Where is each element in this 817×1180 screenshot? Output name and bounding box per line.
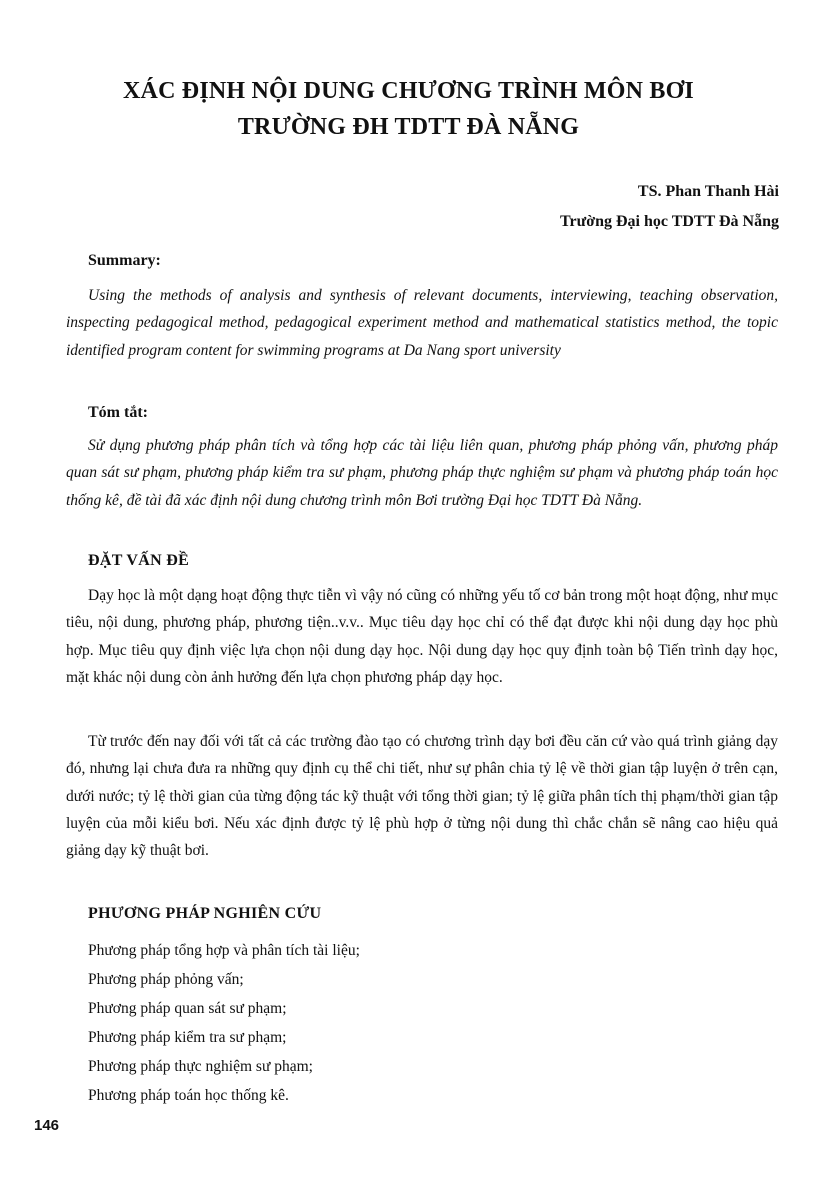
methods-list bbox=[88, 936, 360, 1110]
section-heading-phuong-phap: PHƯƠNG PHÁP NGHIÊN CỨU bbox=[88, 905, 322, 922]
section-heading-dat-van-de: ĐẶT VẤN ĐỀ bbox=[88, 552, 190, 569]
section1-paragraph-2: Từ trước đến nay đối với tất cả các trường đào tạo có chương trình dạy bơi đều căn cứ vào quá trình giảng dạy đó, nhưng lại chưa đưa ra những quy định cụ thể chi tiết, như sự phân chia tỷ lệ về thời gian tập luyện ở trên cạn, dưới nước; tỷ lệ thời gian của từng động tác kỹ thuật với tổng thời gian; tỷ lệ giữa phân tích thị phạm/thời gian tập luyện của mỗi kiểu bơi. Nếu xác định được tỷ lệ phù hợp ở từng nội dung thì chắc chắn sẽ nâng cao hiệu quả giảng dạy kỹ thuật bơi. bbox=[66, 733, 778, 860]
list-item: Phương pháp thực nghiệm sư phạm; bbox=[88, 1058, 313, 1075]
list-item: Phương pháp quan sát sư phạm; bbox=[88, 1000, 287, 1017]
summary-heading: Summary: bbox=[88, 252, 161, 269]
title-line-2: TRƯỜNG ĐH TDTT ĐÀ NẴNG bbox=[237, 114, 580, 140]
section1-paragraph-1: Dạy học là một dạng hoạt động thực tiễn vì vậy nó cũng có những yếu tố cơ bản trong một hoạt động, như mục tiêu, nội dung, phương pháp, phương tiện..v.v.. Mục tiêu dạy học chỉ có thể đạt được khi nội dung dạy học phù hợp. Mục tiêu quy định việc lựa chọn nội dung dạy học. Nội dung dạy học quy định toàn bộ Tiến trình dạy học, mặt khác nội dung còn ảnh hưởng đến lựa chọn phương pháp dạy học. bbox=[66, 587, 778, 686]
list-item: Phương pháp toán học thống kê. bbox=[88, 1087, 289, 1104]
author-name: TS. Phan Thanh Hài bbox=[637, 183, 779, 200]
title-line-1: XÁC ĐỊNH NỘI DUNG CHƯƠNG TRÌNH MÔN BƠI bbox=[123, 78, 694, 104]
page-number: 146 bbox=[34, 1117, 60, 1134]
list-item: Phương pháp kiểm tra sư phạm; bbox=[88, 1029, 287, 1046]
list-item: Phương pháp tổng hợp và phân tích tài liệu; bbox=[88, 942, 360, 959]
summary-text: Using the methods of analysis and synthesis of relevant documents, interviewing, teaching observation, inspecting pedagogical method, pedagogical experiment method and mathematical statistics method, the topic identified program content for swimming programs at Da Nang sport university bbox=[66, 287, 778, 359]
author-affiliation: Trường Đại học TDTT Đà Nẵng bbox=[560, 213, 779, 230]
tomtat-heading: Tóm tắt: bbox=[88, 404, 148, 421]
list-item: Phương pháp phỏng vấn; bbox=[88, 971, 244, 988]
tomtat-text: Sử dụng phương pháp phân tích và tổng hợp các tài liệu liên quan, phương pháp phỏng vấn, phương pháp quan sát sư phạm, phương pháp kiểm tra sư phạm, phương pháp thực nghiệm sư phạm và phương pháp toán học thống kê, đề tài đã xác định nội dung chương trình môn Bơi trường Đại học TDTT Đà Nẵng. bbox=[66, 437, 778, 509]
